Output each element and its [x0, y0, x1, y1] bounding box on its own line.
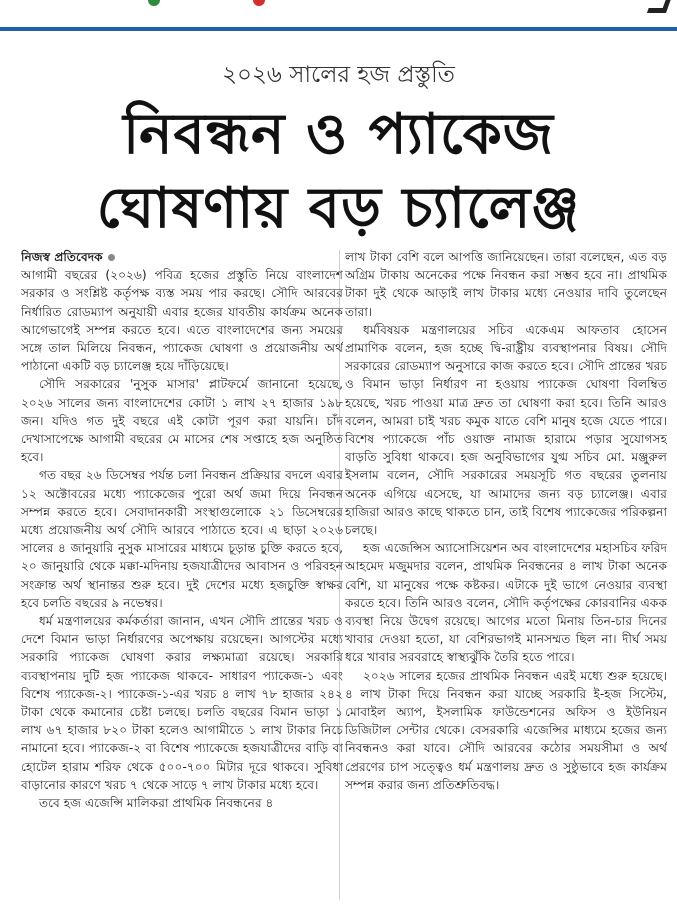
- byline-bullet-icon: [108, 254, 115, 261]
- paragraph: লাখ টাকা বেশি বলে আপত্তি জানিয়েছেন। তারা বলেছেন, এত বড় অগ্রিম টাকায় অনেকের পক্ষে নিবন্ধন করা সম্ভব হবে না। প্রাথমিক টাকা দুই থেকে আড়াই লাখ টাকার মধ্যে নেওয়ার দাবি তুলেছেন তারা।: [345, 250, 667, 319]
- article-headline: [0, 98, 677, 246]
- byline: [21, 248, 343, 266]
- article-kicker: ২০২৬ সালের হজ প্রস্তুতি: [222, 62, 455, 88]
- article-column-left: [21, 248, 343, 908]
- paragraph: হজ এজেন্সিস অ্যাসোসিয়েশন অব বাংলাদেশের মহাসচিব ফরিদ আহমেদ মজুমদার বলেন, প্রাথমিক নিবন্ধনের ৪ লাখ টাকা অনেক বেশি, যা মানুষের পক্ষে কষ্টকর। এটাকে দুই ভাগে নেওয়ার ব্যবস্থা করতে হবে। তিনি আরও বলেন, সৌদি কর্তৃপক্ষের কোরবানির একক ব্যবস্থা নিয়ে উদ্বেগ রয়েছে। আগের মতো মিনায় তিন-চার দিনের খাবার দেওয়া হতো, যা বেশিরভাগই মানসম্মত ছিল না। দীর্ঘ সময় ধরে খাবার সরবরাহে স্বাস্থ্যঝুঁকি তৈরি হতে পারে।: [345, 541, 667, 665]
- paragraph: গত বছর ২৬ ডিসেম্বর পর্যন্ত চলা নিবন্ধন প্রক্রিয়ার বদলে এবার ১২ অক্টোবরের মধ্যে প্যাকেজের পুরো অর্থ জমা দিয়ে নিবন্ধন সম্পন্ন করতে হবে। সেবাদানকারী সংস্থাগুলোকে ২১ ডিসেম্বরের মধ্যে প্রয়োজনীয় অর্থ সৌদি আরবে পাঠাতে হবে। এ ছাড়া ২০২৬ সালের ৪ জানুয়ারি নুসুক মাসারের মাধ্যমে চূড়ান্ত চুক্তি করতে হবে, ২০ জানুয়ারি থেকে মক্কা-মদিনায় হজযাত্রীদের আবাসন ও পরিবহন সংক্রান্ত অর্থ স্থানান্তর শুরু হবে। দুই দেশের মধ্যে হজচুক্তি স্বাক্ষর হবে চলতি বছরের ৯ নভেম্বর।: [21, 468, 343, 610]
- headline-line-1: নিবন্ধন ও প্যাকেজ: [123, 102, 554, 167]
- red-dot-icon: [253, 0, 265, 6]
- headline-line-2: ঘোষণায় বড় চ্যালেঞ্জ: [96, 176, 581, 241]
- paragraph: ২০২৬ সালের হজের প্রাথমিক নিবন্ধন এরই মধ্যে শুরু হয়েছে। ৪ লাখ টাকা দিয়ে নিবন্ধন করা যাচ্ছে সরকারি ই-হজ সিস্টেম, মোবাইল অ্যাপ, ইসলামিক ফাউন্ডেশনের অফিস ও ইউনিয়ন ডিজিটাল সেন্টার থেকে। বেসরকারি এজেন্সির মাধ্যমে হজের জন্য নিবন্ধনও করা যাবে। সৌদি আরবের কঠোর সময়সীমা ও অর্থ প্রেরণের চাপ সত্ত্বেও ধর্ম মন্ত্রণালয় দ্রুত ও সুষ্ঠুভাবে হজ কার্যক্রম সম্পন্ন করার জন্য প্রতিশ্রুতিবদ্ধ।: [345, 668, 667, 792]
- top-banner: [0, 0, 677, 30]
- corner-mark-icon: [647, 0, 672, 13]
- green-dot-icon: [148, 0, 160, 6]
- paragraph: সৌদি সরকারের 'নুসুক মাসার' প্লাটফর্মে জানানো হয়েছে, ২০২৬ সালের জন্য বাংলাদেশের কোটা ১ লাখ ২৭ হাজার ১৯৮ জন। যদিও গত দুই বছরে এই কোটা পূরণ করা যায়নি। চাঁদ দেখাসাপেক্ষে আগামী বছরের মে মাসের শেষ সপ্তাহে হজ অনুষ্ঠিত হবে।: [21, 377, 343, 465]
- paragraph: তবে হজ এজেন্সি মালিকরা প্রাথমিক নিবন্ধনের ৪: [39, 796, 274, 811]
- byline-text: নিজস্ব প্রতিবেদক: [21, 250, 103, 264]
- header-rule: [0, 27, 677, 31]
- paragraph: ধর্ম মন্ত্রণালয়ের কর্মকর্তারা জানান, এখন সৌদি প্রান্তের খরচ ও দেশে বিমান ভাড়া নির্ধারণের অপেক্ষায় রয়েছেন। আগস্টের মধ্যে সরকারি প্যাকেজ ঘোষণা করার লক্ষ্যমাত্রা রয়েছে। সরকারি ব্যবস্থাপনায় দুটি হজ প্যাকেজ থাকবে- সাধারণ প্যাকেজ-১ এবং বিশেষ প্যাকেজ-২। প্যাকেজ-১-এর খরচ ৪ লাখ ৭৮ হাজার ২৪২ টাকা থেকে কমানোর চেষ্টা চলছে। চলতি বছরের বিমান ভাড়া ১ লাখ ৬৭ হাজার ৮২০ টাকা হলেও আগামীতে ১ লাখ টাকার নিচে নামানো হবে। প্যাকেজ-২ বা বিশেষ প্যাকেজে হজযাত্রীদের বাড়ি বা হোটেল হারাম শরিফ থেকে ৫০০-৭০০ মিটার দূরে থাকবে। সুবিধা বাড়ানোর কারণে খরচ ৭ থেকে সাড়ে ৭ লাখ টাকার মধ্যে হবে।: [21, 614, 343, 792]
- paragraph: আগামী বছরের (২০২৬) পবিত্র হজের প্রস্তুতি নিয়ে বাংলাদেশ সরকার ও সংশ্লিষ্ট কর্তৃপক্ষ ব্যস্ত সময় পার করছে। সৌদি আরবের নির্ধারিত রোডম্যাপ অনুযায়ী এবার হজের যাবতীয় কার্যক্রম অনেক আগেভাগেই সম্পন্ন করতে হবে। এতে বাংলাদেশের জন্য সময়ের সঙ্গে তাল মিলিয়ে নিবন্ধন, প্যাকেজ ঘোষণা ও প্রয়োজনীয় অর্থ পাঠানো একটি বড় চ্যালেঞ্জ হয়ে দাঁড়িয়েছে।: [21, 268, 343, 374]
- article-column-right: [345, 248, 667, 908]
- paragraph: ধর্মবিষয়ক মন্ত্রণালয়ের সচিব একেএম আফতাব হোসেন প্রামাণিক বলেন, হজ হচ্ছে দ্বি-রাষ্ট্রীয় ব্যবস্থাপনার বিষয়। সৌদি সরকারের রোডম্যাপ অনুসারে কাজ করতে হবে। সৌদি প্রান্তের খরচ ও বিমান ভাড়া নির্ধারণ না হওয়ায় প্যাকেজ ঘোষণা বিলম্বিত হয়েছে, খরচ পাওয়া মাত্র দ্রুত তা ঘোষণা করা হবে। তিনি আরও বলেন, আমরা চাই খরচ কমুক যাতে বেশি মানুষ হজে যেতে পারে। বিশেষ প্যাকেজে পাঁচ ওয়াক্ত নামাজ হারামে পড়ার সুযোগসহ বাড়তি সুবিধা থাকবে। হজ অনুবিভাগের যুগ্ম সচিব মো. মঞ্জুরুল ইসলাম বলেন, সৌদি সরকারের সময়সূচি গত বছরের তুলনায় অনেক এগিয়ে এসেছে, যা আমাদের জন্য বড় চ্যালেঞ্জ। এবার হাজিরা আরও কাছে থাকতে চান, তাই বিশেষ প্যাকেজের পরিকল্পনা চলছে।: [345, 322, 667, 538]
